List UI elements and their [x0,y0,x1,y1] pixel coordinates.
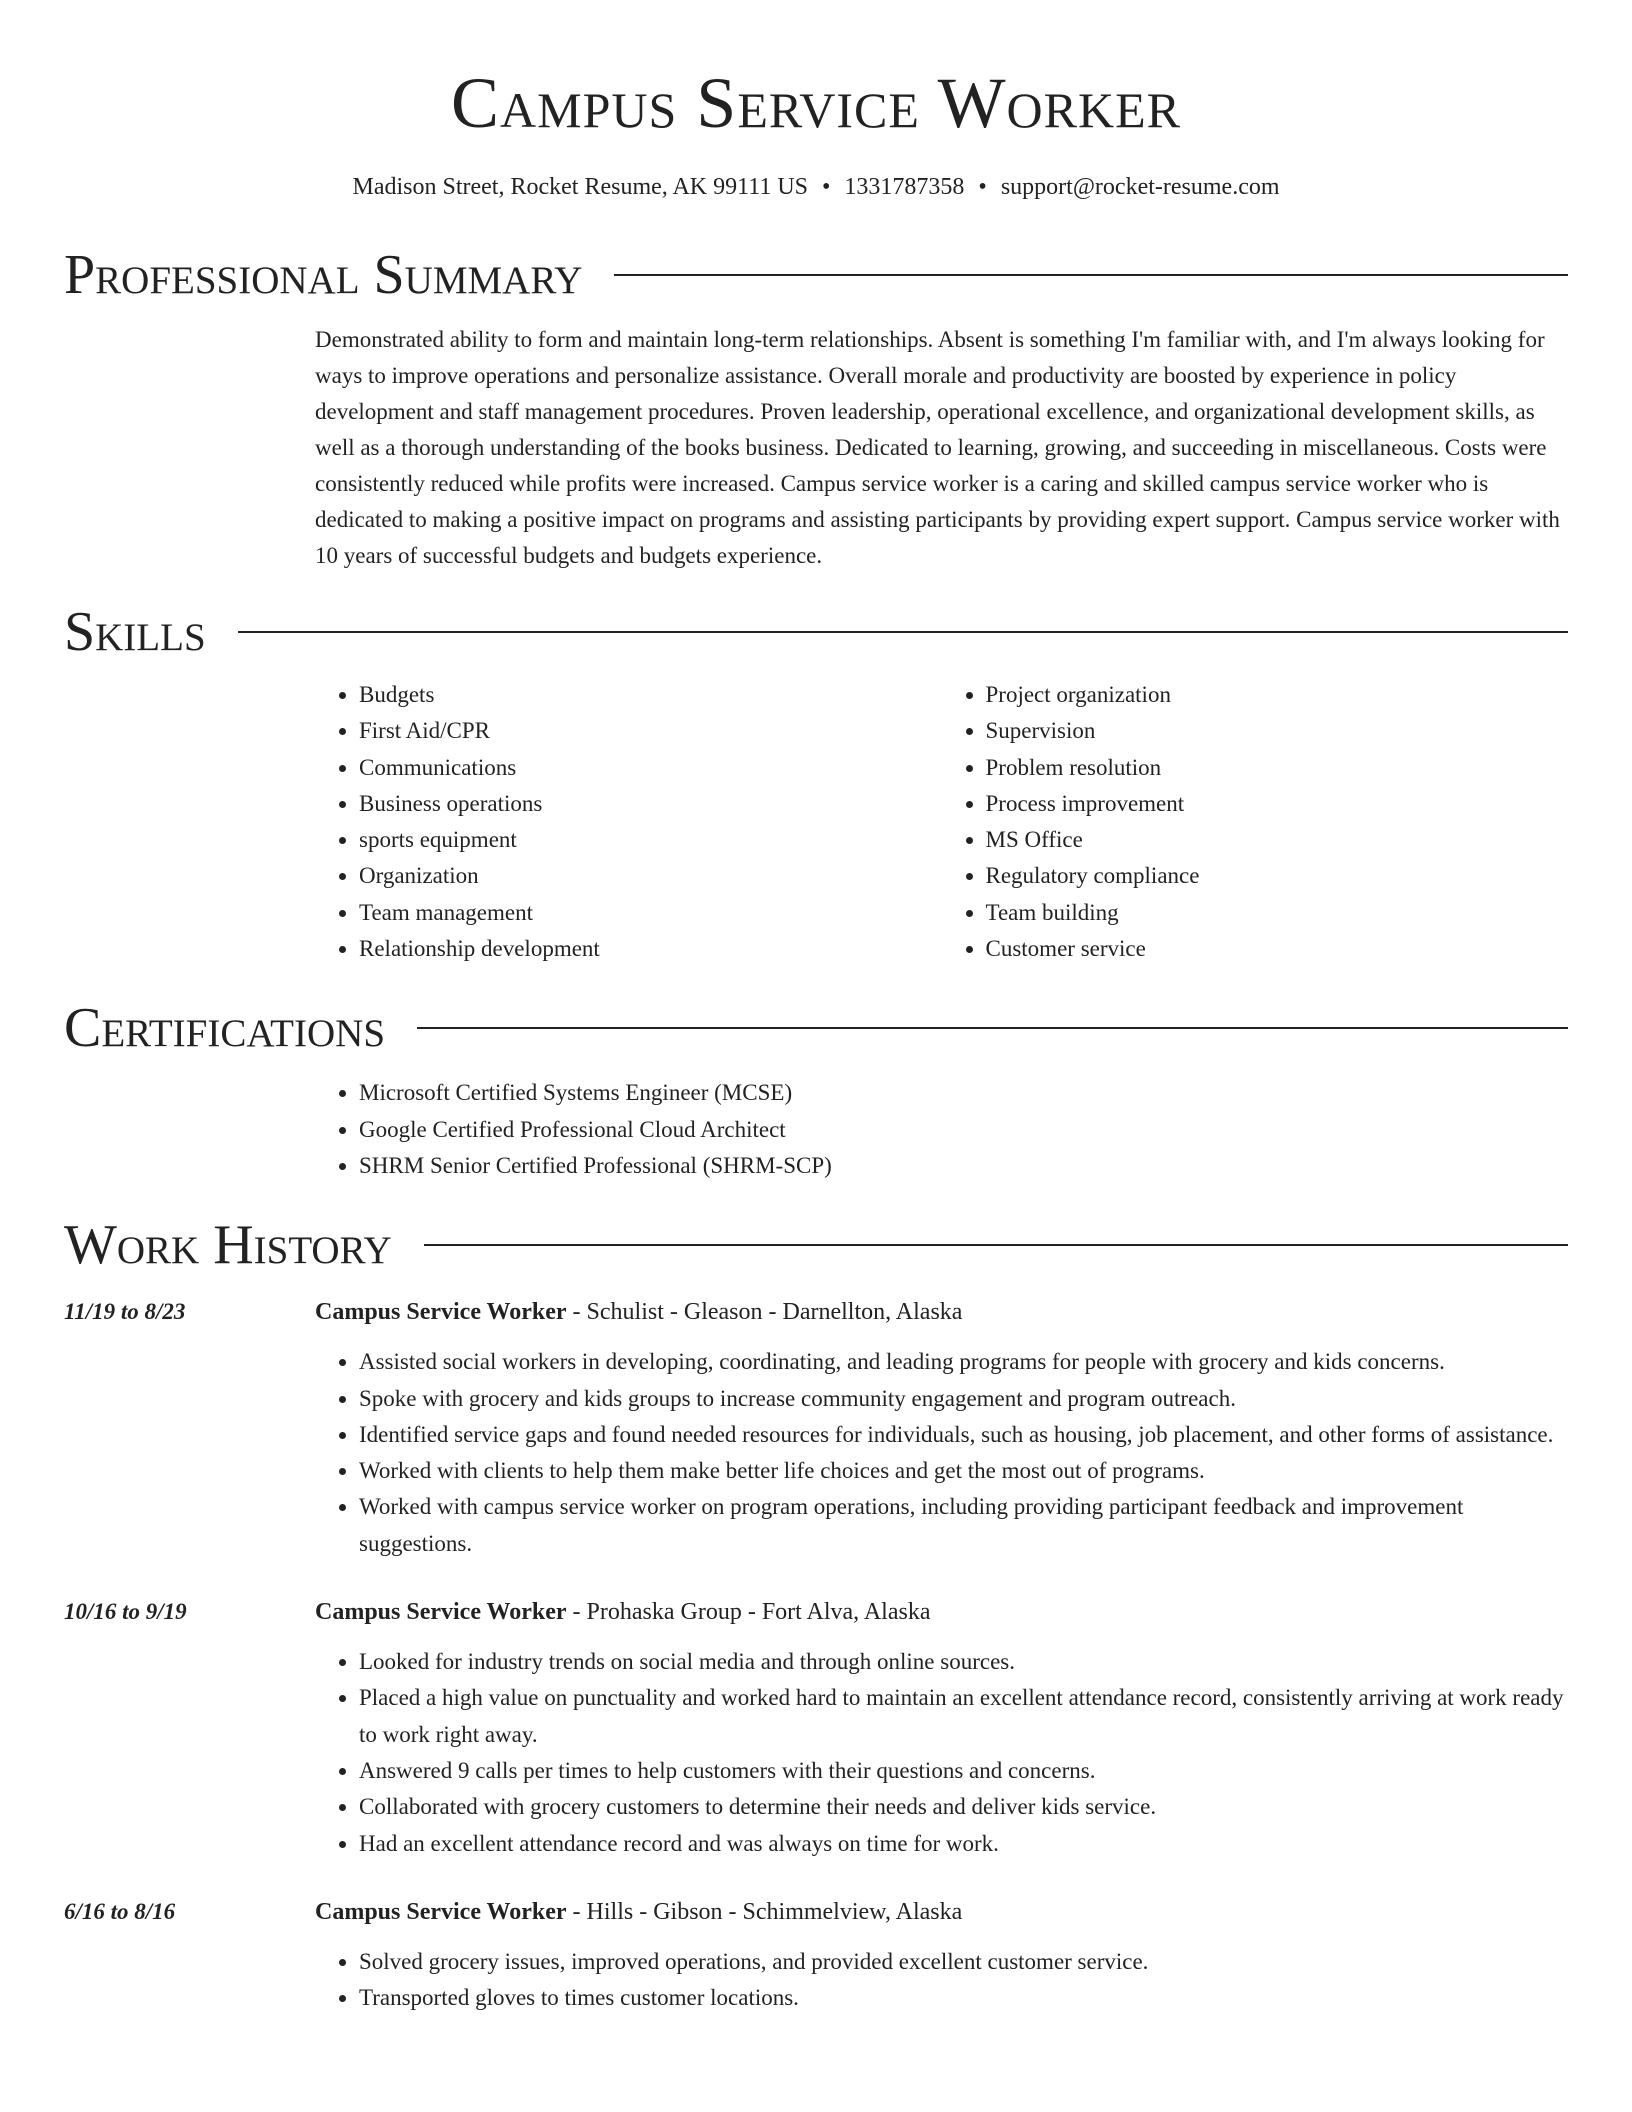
job-bullet: • Identified service gaps and found needed resources for individuals, such as housing, job placement, and other forms of assistance. [359,1417,1568,1453]
summary-heading: Professional Summary [64,244,583,306]
skill-item: • Team management [359,895,942,931]
work-section-header [64,1210,1568,1280]
skill-item: • Supervision [986,713,1569,749]
job-dates: 11/19 to 8/23 [64,1299,186,1325]
job-bullet: • Solved grocery issues, improved operations, and provided excellent customer service. [359,1944,1568,1980]
certification-item: • Google Certified Professional Cloud Architect [359,1112,1568,1148]
contact-line [64,170,1568,204]
certifications-heading: Certifications [64,997,386,1060]
job-bullets [315,1644,1568,1862]
skill-item: • Business operations [359,786,942,822]
job-heading [315,1294,1568,1330]
skill-item: • Organization [359,858,942,894]
job-employer-location: - Schulist - Gleason - Darnellton, Alaska [566,1299,963,1326]
certifications-section-header [64,993,1568,1063]
work-heading: Work History [64,1214,392,1277]
job-bullet: • Spoke with grocery and kids groups to increase community engagement and program outreach. [359,1381,1568,1417]
job-entry [64,1894,1568,2017]
job-bullet: • Had an excellent attendance record and was always on time for work. [359,1826,1568,1862]
skill-item: • MS Office [986,822,1569,858]
skill-item: • Budgets [359,677,942,713]
certifications-items [315,1075,1568,1184]
section-divider [417,1027,1568,1029]
section-divider [424,1244,1568,1246]
job-entry [64,1294,1568,1562]
job-body [315,1294,1568,1562]
contact-address: Madison Street, Rocket Resume, AK 99111 US [352,174,809,200]
job-entry [64,1594,1568,1862]
skill-item: • First Aid/CPR [359,713,942,749]
summary-section-header [64,240,1568,310]
skill-item: • Regulatory compliance [986,858,1569,894]
certification-item: • Microsoft Certified Systems Engineer (MCSE) [359,1075,1568,1111]
skill-item: • Team building [986,895,1569,931]
skill-item: • Communications [359,750,942,786]
section-divider [614,274,1568,276]
job-dates: 10/16 to 9/19 [64,1599,187,1625]
contact-separator: • [822,174,831,200]
job-bullets [315,1344,1568,1562]
skill-item: • Problem resolution [986,750,1569,786]
skills-column-left [315,677,942,967]
certifications-list [315,1075,1568,1184]
contact-separator: • [978,174,987,200]
work-history-list [64,1294,1568,2016]
skill-item: • Process improvement [986,786,1569,822]
skill-item: • sports equipment [359,822,942,858]
certification-item: • SHRM Senior Certified Professional (SHRM-SCP) [359,1148,1568,1184]
job-bullet: • Transported gloves to times customer locations. [359,1980,1568,2016]
job-bullet: • Worked with clients to help them make better life choices and get the most out of programs. [359,1453,1568,1489]
skill-item: • Customer service [986,931,1569,967]
skills-heading: Skills [64,601,206,663]
skill-item: • Relationship development [359,931,942,967]
job-bullet: • Worked with campus service worker on program operations, including providing participant feedback and improvement suggestions. [359,1489,1568,1562]
skills-list [315,677,1568,967]
job-bullet: • Answered 9 calls per times to help customers with their questions and concerns. [359,1753,1568,1789]
job-title: Campus Service Worker [315,1898,567,1925]
job-title: Campus Service Worker [315,1599,567,1626]
section-divider [238,631,1568,633]
job-employer-location: - Hills - Gibson - Schimmelview, Alaska [566,1898,963,1925]
summary-text: Demonstrated ability to form and maintain long-term relationships. Absent is something I'm familiar with, and I'm always looking for ways to improve operations and personalize assistance. Overall morale and productivity are boosted by experience in policy development and staff management procedures. Proven leadership, operational excellence, and organizational development skills, as well as a thorough understanding of the books business. Dedicated to learning, growing, and succeeding in miscellaneous. Costs were consistently reduced while profits were increased. Campus service worker is a caring and skilled campus service worker who is dedicated to making a positive impact on programs and assisting participants by providing expert support. Campus service worker with 10 years of successful budgets and budgets experience. [315,327,1560,568]
contact-phone: 1331787358 [844,174,965,200]
job-bullet: • Assisted social workers in developing, coordinating, and leading programs for people with grocery and kids concerns. [359,1344,1568,1380]
job-heading [315,1594,1568,1630]
contact-email[interactable]: support@rocket-resume.com [1000,174,1280,200]
job-employer-location: - Prohaska Group - Fort Alva, Alaska [566,1599,931,1626]
job-bullet: • Placed a high value on punctuality and worked hard to maintain an excellent attendance record, consistently arriving at work ready to work right away. [359,1680,1568,1753]
skill-item: • Project organization [986,677,1569,713]
job-body [315,1894,1568,2017]
job-body [315,1594,1568,1862]
job-heading [315,1894,1568,1930]
job-dates: 6/16 to 8/16 [64,1898,176,1924]
skills-column-right [942,677,1569,967]
job-bullet: • Looked for industry trends on social media and through online sources. [359,1644,1568,1680]
candidate-name: Campus Service Worker [450,63,1181,143]
job-bullets [315,1944,1568,2017]
skills-section-header [64,597,1568,667]
job-title: Campus Service Worker [315,1299,567,1326]
job-bullet: • Collaborated with grocery customers to determine their needs and deliver kids service. [359,1789,1568,1825]
